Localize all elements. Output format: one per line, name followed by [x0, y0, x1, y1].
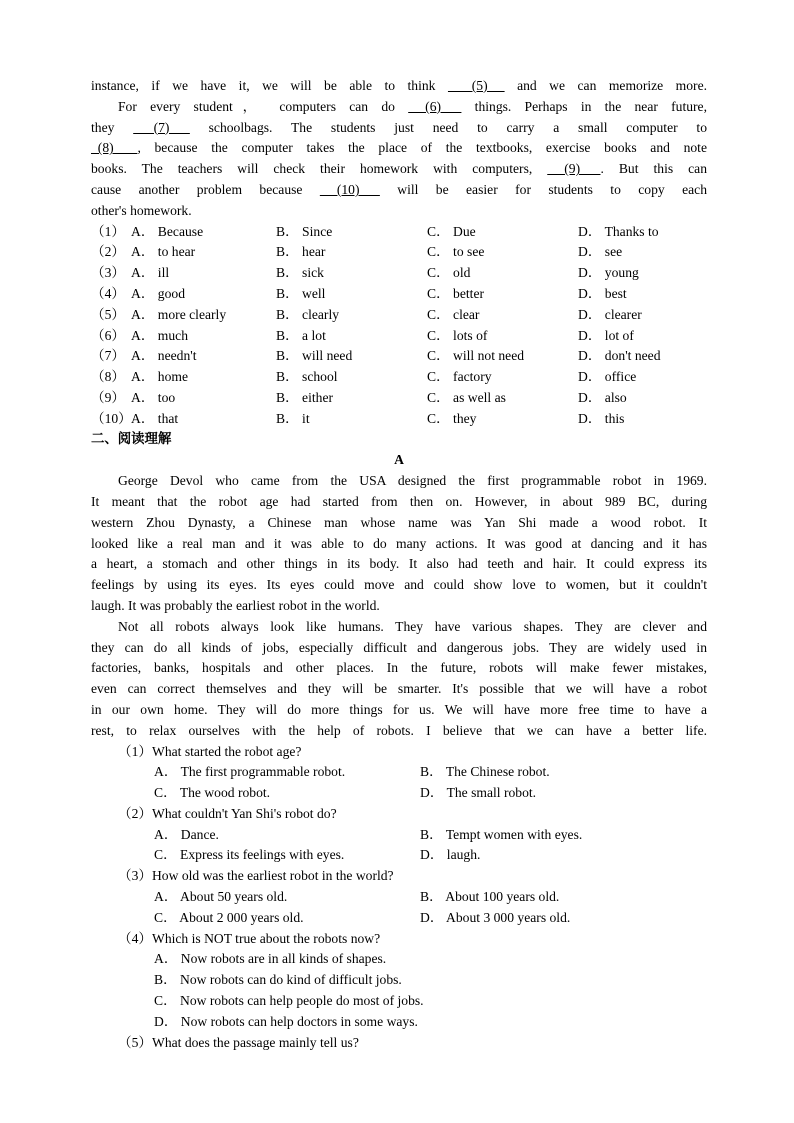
answer-row	[91, 887, 707, 908]
option-a[interactable]: A． that	[131, 410, 179, 426]
option-c[interactable]: C． old	[427, 265, 471, 281]
option-d[interactable]: D． this	[578, 410, 625, 426]
blank-5[interactable]: (5)	[447, 78, 505, 93]
option-c[interactable]: C． to see	[427, 244, 485, 260]
blank-6[interactable]: (6)	[408, 98, 462, 114]
question-number: （2）	[91, 244, 125, 260]
cloze-text: will be easier for students to copy each	[379, 181, 707, 197]
cloze-text: For every student， computers can do	[118, 98, 409, 114]
cloze-line	[91, 180, 707, 201]
option-b[interactable]: B． Now robots can do kind of difficult jobs.	[154, 972, 402, 988]
paragraph-line: George Devol who came from the USA designed the first programmable robot in 1969.	[118, 473, 707, 489]
option-row-5	[91, 305, 707, 326]
option-b[interactable]: B． either	[276, 389, 334, 405]
option-b[interactable]: B． clearly	[276, 306, 340, 322]
option-a[interactable]: A． home	[131, 369, 189, 385]
question-number: （7）	[91, 348, 125, 364]
passage-label: A	[394, 452, 404, 468]
question-number: （6）	[91, 327, 125, 343]
option-d[interactable]: D． About 3 000 years old.	[420, 909, 571, 925]
reading-paragraph-2	[91, 617, 707, 742]
option-a[interactable]: A． good	[131, 285, 185, 301]
option-b[interactable]: B． hear	[276, 244, 326, 260]
option-c[interactable]: C． will not need	[427, 348, 525, 364]
option-c[interactable]: C． About 2 000 years old.	[154, 909, 304, 925]
cloze-passage	[91, 76, 707, 222]
question-2	[91, 804, 707, 866]
question-text: （4）Which is NOT true about the robots now?	[118, 930, 381, 946]
question-text: （2）What couldn't Yan Shi's robot do?	[118, 805, 337, 821]
cloze-line	[91, 118, 707, 139]
paragraph-line: laugh. It was probably the earliest robot in the world.	[91, 597, 380, 613]
blank-9[interactable]: (9)	[547, 161, 601, 177]
question-number: （1）	[91, 223, 125, 239]
option-d[interactable]: D． The small robot.	[420, 785, 537, 801]
option-d[interactable]: D． young	[578, 265, 639, 281]
cloze-line	[91, 97, 707, 118]
paragraph-line: feelings by using its eyes. Its eyes could move and could show love to women, but it couldn't	[91, 577, 707, 593]
answer-row	[91, 825, 707, 846]
question-4	[91, 929, 707, 1033]
cloze-text: other's homework.	[91, 202, 192, 218]
answer-row	[91, 762, 707, 783]
paragraph-line: even can correct themselves and they will be smarter. It's possible that we will have a robot	[91, 681, 707, 697]
cloze-line	[91, 76, 707, 97]
option-b[interactable]: B． well	[276, 285, 326, 301]
cloze-text: . But this can	[600, 161, 707, 177]
paragraph-line: It meant that the robot age had started from then on. However, in about 989 BC, during	[91, 493, 707, 509]
option-c[interactable]: C． lots of	[427, 327, 488, 343]
option-row-6	[91, 326, 707, 347]
option-b[interactable]: B． Tempt women with eyes.	[420, 826, 583, 842]
option-b[interactable]: B． a lot	[276, 327, 326, 343]
worksheet-page	[91, 76, 707, 1053]
question-text: （1）What started the robot age?	[118, 743, 302, 759]
paragraph-line: they can do all kinds of jobs, especially difficult and dangerous jobs. They are widely used in	[91, 639, 707, 655]
paragraph-line: rest, to relax ourselves with the help of robots. I believe that we can have a better life.	[91, 722, 707, 738]
option-a[interactable]: A． much	[131, 327, 189, 343]
answer-row	[91, 783, 707, 804]
option-b[interactable]: B． About 100 years old.	[420, 889, 560, 905]
option-a[interactable]: A． The first programmable robot.	[154, 764, 346, 780]
option-b[interactable]: B． school	[276, 369, 338, 385]
option-d[interactable]: D． office	[578, 369, 637, 385]
option-c[interactable]: C． clear	[427, 306, 480, 322]
cloze-text: and we can memorize more.	[504, 78, 708, 93]
question-3	[91, 866, 707, 928]
paragraph-line: factories, banks, hospitals and other places. In the future, robots will make fewer mistakes,	[91, 660, 707, 676]
section-title: 二、阅读理解	[91, 431, 172, 447]
option-row-1	[91, 222, 707, 243]
cloze-line	[91, 159, 707, 180]
option-row-10	[91, 409, 707, 430]
option-row-2	[91, 242, 707, 263]
option-d[interactable]: D． don't need	[578, 348, 661, 364]
option-b[interactable]: B． will need	[276, 348, 353, 364]
option-d[interactable]: D． best	[578, 285, 627, 301]
option-a[interactable]: A． more clearly	[131, 306, 227, 322]
question-5	[91, 1033, 707, 1054]
option-a[interactable]: A． to hear	[131, 244, 196, 260]
option-row-3	[91, 263, 707, 284]
option-row-4	[91, 284, 707, 305]
option-row-9	[91, 388, 707, 409]
option-row-8	[91, 367, 707, 388]
paragraph-line: a heart, a stomach and other things in its body. It also had teeth and hair. It could express its	[91, 556, 707, 572]
paragraph-line: looked like a real man and it was able to do many actions. It was good at dancing and it has	[91, 535, 707, 551]
question-number: （4）	[91, 285, 125, 301]
option-d[interactable]: D． laugh.	[420, 847, 481, 863]
option-c[interactable]: C． Now robots can help people do most of jobs.	[154, 993, 424, 1009]
option-a[interactable]: A． ill	[131, 265, 170, 281]
option-c[interactable]: C． Express its feelings with eyes.	[154, 847, 345, 863]
option-c[interactable]: C． The wood robot.	[154, 785, 271, 801]
question-text: （3）How old was the earliest robot in the world?	[118, 868, 394, 884]
option-a[interactable]: A． too	[131, 389, 176, 405]
answer-row	[91, 908, 707, 929]
cloze-text: cause another problem because	[91, 181, 320, 197]
cloze-text: they	[91, 119, 134, 135]
option-d[interactable]: D． lot of	[578, 327, 634, 343]
option-c[interactable]: C． they	[427, 410, 477, 426]
option-b[interactable]: B． Since	[276, 223, 333, 239]
answer-row	[91, 845, 707, 866]
paragraph-line: Not all robots always look like humans. They have various shapes. They are clever and	[118, 618, 707, 634]
option-d[interactable]: D． Thanks to	[578, 223, 659, 239]
option-d[interactable]: D． clearer	[578, 306, 642, 322]
option-a[interactable]: A． Dance.	[154, 826, 219, 842]
question-text: （5）What does the passage mainly tell us?	[118, 1034, 359, 1050]
option-d[interactable]: D． see	[578, 244, 623, 260]
option-b[interactable]: B． The Chinese robot.	[420, 764, 550, 780]
option-row-7	[91, 346, 707, 367]
option-c[interactable]: C． factory	[427, 369, 492, 385]
cloze-text: schoolbags. The students just need to carry a small computer to	[189, 119, 707, 135]
cloze-line	[91, 138, 707, 159]
cloze-line	[91, 201, 707, 222]
question-1	[91, 742, 707, 804]
option-d[interactable]: D． also	[578, 389, 627, 405]
option-a[interactable]: A． needn't	[131, 348, 197, 364]
cloze-text: instance, if we have it, we will be able to think	[91, 78, 448, 93]
option-d[interactable]: D． Now robots can help doctors in some ways.	[154, 1013, 418, 1029]
question-number: （9）	[91, 389, 125, 405]
cloze-text: books. The teachers will check their homework with computers,	[91, 161, 548, 177]
option-b[interactable]: B． sick	[276, 265, 324, 281]
question-number: （10）	[91, 410, 132, 426]
blank-7[interactable]: (7)	[133, 119, 190, 135]
option-c[interactable]: C． better	[427, 285, 485, 301]
blank-10[interactable]: (10)	[319, 181, 380, 197]
cloze-text: , because the computer takes the place of the textbooks, exercise books and note	[137, 140, 707, 156]
reading-paragraph-1	[91, 471, 707, 617]
paragraph-line: in our own home. They will do more things for us. We will have more free time to have a	[91, 701, 707, 717]
option-a[interactable]: A． Because	[131, 223, 204, 239]
cloze-options	[91, 222, 707, 430]
option-a[interactable]: A． About 50 years old.	[154, 889, 288, 905]
question-number: （8）	[91, 369, 125, 385]
option-c[interactable]: C． as well as	[427, 389, 506, 405]
blank-8[interactable]: (8)	[91, 140, 138, 156]
option-b[interactable]: B． it	[276, 410, 310, 426]
cloze-text: things. Perhaps in the near future,	[461, 98, 707, 114]
option-c[interactable]: C． Due	[427, 223, 476, 239]
option-a[interactable]: A． Now robots are in all kinds of shapes.	[154, 951, 387, 967]
paragraph-line: western Zhou Dynasty, a Chinese man whose name was Yan Shi made a wood robot. It	[91, 514, 707, 530]
question-number: （3）	[91, 265, 125, 281]
question-number: （5）	[91, 306, 125, 322]
